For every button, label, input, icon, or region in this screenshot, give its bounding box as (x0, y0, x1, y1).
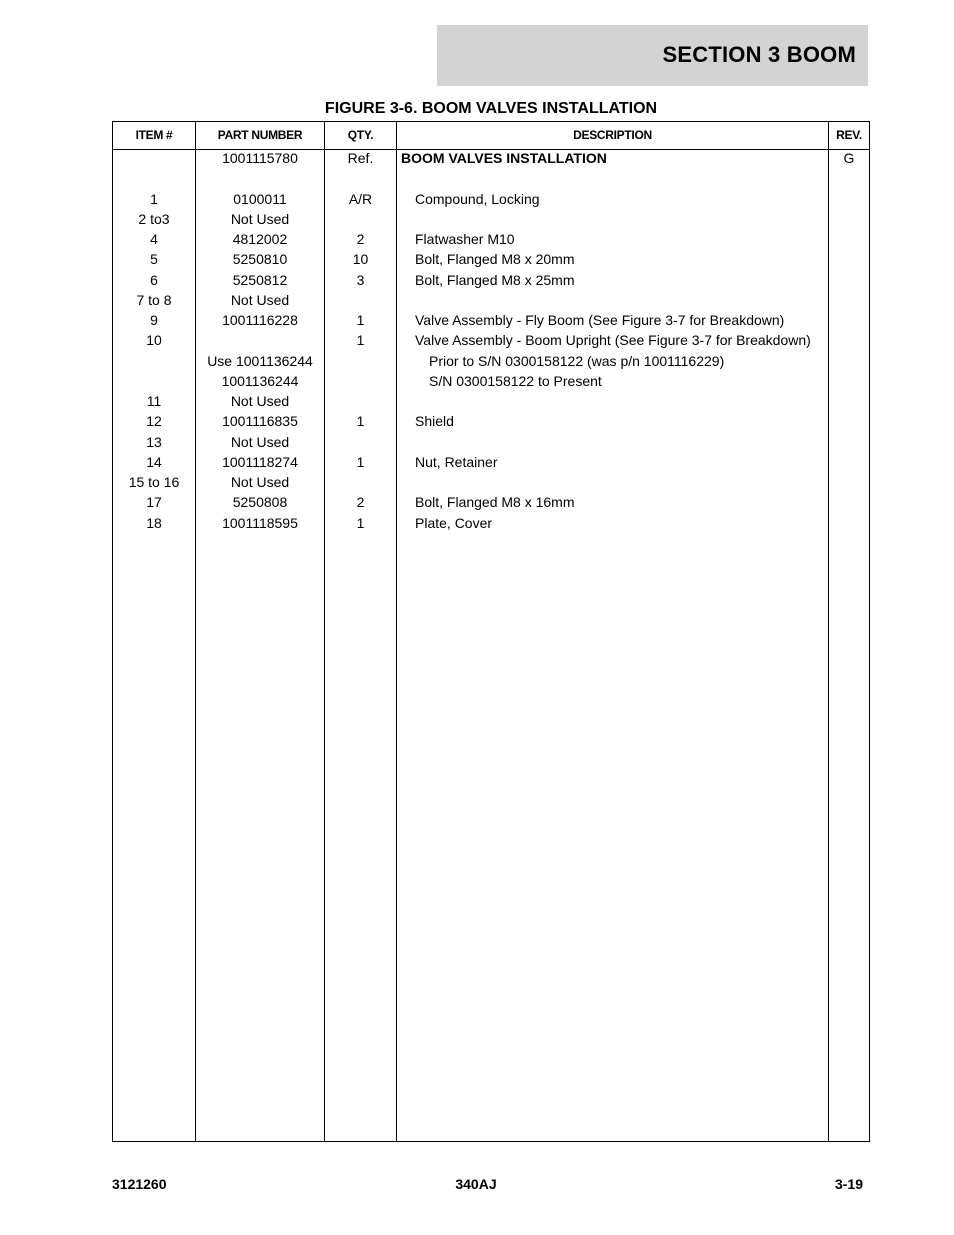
footer-page-number: 3-19 (834, 1176, 863, 1192)
rev-cell (829, 209, 869, 229)
description-cell: Compound, Locking (415, 190, 540, 207)
table-row (113, 452, 869, 472)
rev-cell (829, 452, 869, 472)
item-number-cell: 2 to3 (138, 210, 170, 227)
table-row (113, 290, 869, 310)
part-number-cell: 5250808 (232, 494, 288, 511)
item-number-cell: 10 (146, 332, 162, 349)
part-number-cell: Not Used (230, 393, 290, 409)
column-header-part-number: PART NUMBER (217, 128, 303, 142)
rev-cell (829, 270, 869, 290)
figure-title: FIGURE 3-6. BOOM VALVES INSTALLATION (324, 100, 658, 117)
description-cell: Bolt, Flanged M8 x 20mm (415, 251, 575, 268)
part-number-cell: Use 1001136244 (207, 352, 313, 369)
table-row (113, 310, 869, 330)
qty-cell (325, 209, 396, 229)
item-number-cell (113, 351, 195, 371)
qty-cell: 2 (356, 494, 365, 511)
table-row (113, 371, 869, 391)
item-number-cell: 14 (146, 453, 162, 470)
column-header-rev: REV. (836, 128, 862, 142)
rev-cell (829, 351, 869, 371)
table-row (113, 432, 869, 452)
qty-cell: 1 (356, 413, 365, 430)
rev-cell (829, 330, 869, 350)
description-cell: Bolt, Flanged M8 x 25mm (415, 271, 575, 288)
description-cell: Nut, Retainer (415, 453, 498, 470)
table-row (113, 472, 869, 492)
rev-cell (829, 391, 869, 411)
description-cell (401, 168, 825, 188)
section-title: SECTION 3 BOOM (662, 42, 856, 67)
description-cell: BOOM VALVES INSTALLATION (401, 150, 607, 166)
table-row (113, 513, 869, 533)
qty-cell: 1 (356, 514, 365, 531)
qty-cell (325, 432, 396, 452)
qty-cell (325, 168, 396, 188)
qty-cell (325, 290, 396, 310)
part-number-cell: 1001118274 (222, 453, 298, 470)
description-cell: Plate, Cover (415, 514, 493, 531)
item-number-cell: 5 (150, 251, 158, 268)
column-header-description: DESCRIPTION (573, 128, 652, 142)
rev-cell (829, 168, 869, 188)
item-number-cell: 12 (146, 413, 162, 430)
description-cell (401, 432, 839, 452)
table-row (113, 351, 869, 371)
part-number-cell: 1001116835 (222, 413, 298, 430)
item-number-cell: 18 (146, 514, 162, 531)
item-number-cell: 6 (150, 271, 158, 288)
part-number-cell: 5250810 (232, 251, 288, 268)
qty-cell: 3 (356, 271, 365, 288)
description-cell: Bolt, Flanged M8 x 16mm (415, 494, 575, 511)
part-number-cell: 1001116228 (222, 312, 298, 328)
part-number-cell: Not Used (230, 433, 290, 450)
table-row (113, 492, 869, 512)
description-cell (401, 391, 839, 411)
item-number-cell: 9 (150, 312, 158, 328)
part-number-cell: 1001118595 (222, 514, 298, 531)
description-cell: Prior to S/N 0300158122 (was p/n 1001116229) (429, 352, 725, 369)
table-row (113, 209, 869, 229)
item-number-cell: 15 to 16 (128, 474, 180, 490)
part-number-cell (196, 168, 324, 188)
footer-document-number: 3121260 (112, 1176, 167, 1192)
part-number-cell: Not Used (230, 291, 290, 308)
part-number-cell: Not Used (230, 474, 290, 490)
item-number-cell (113, 371, 195, 391)
part-number-cell: Not Used (230, 210, 290, 227)
item-number-cell: 7 to 8 (136, 291, 172, 308)
description-cell (401, 290, 839, 310)
table-row (113, 391, 869, 411)
rev-cell (829, 229, 869, 249)
qty-cell: 1 (356, 332, 365, 349)
item-number-cell: 17 (146, 494, 162, 511)
section-banner (437, 25, 868, 86)
rev-cell (829, 492, 869, 512)
part-number-cell (196, 330, 324, 350)
table-row (113, 168, 869, 188)
rev-cell (829, 513, 869, 533)
item-number-cell: 1 (150, 190, 158, 207)
qty-cell: 1 (356, 312, 365, 328)
table-row (113, 249, 869, 269)
table-row (113, 189, 869, 209)
rev-cell (829, 472, 869, 492)
item-number-cell: 4 (150, 231, 158, 247)
part-number-cell: 5250812 (232, 271, 288, 288)
table-row (113, 270, 869, 290)
qty-cell: 10 (352, 251, 369, 268)
description-cell: Flatwasher M10 (415, 231, 515, 247)
description-cell: Valve Assembly - Boom Upright (See Figure 3-7 for Breakdown) (415, 332, 811, 349)
rev-cell: G (843, 150, 855, 166)
qty-cell (325, 351, 396, 371)
part-number-cell: 1001136244 (221, 372, 299, 389)
description-cell: Valve Assembly - Fly Boom (See Figure 3-7 for Breakdown) (415, 312, 785, 328)
item-number-cell (113, 168, 195, 188)
description-cell (401, 472, 839, 492)
column-header-qty: QTY. (347, 128, 374, 142)
table-row (113, 229, 869, 249)
qty-cell (325, 371, 396, 391)
description-cell: Shield (415, 413, 454, 430)
part-number-cell: 0100011 (233, 190, 287, 207)
item-number-cell: 13 (146, 433, 162, 450)
rev-cell (829, 310, 869, 330)
rev-cell (829, 371, 869, 391)
qty-cell: 2 (356, 231, 365, 247)
rev-cell (829, 189, 869, 209)
qty-cell (325, 472, 396, 492)
footer-model: 340AJ (455, 1176, 497, 1192)
rev-cell (829, 290, 869, 310)
item-number-cell: 11 (146, 393, 162, 409)
description-cell (401, 209, 839, 229)
description-cell: S/N 0300158122 to Present (429, 372, 602, 389)
table-row (113, 148, 869, 168)
qty-cell: A/R (348, 190, 373, 207)
rev-cell (829, 432, 869, 452)
qty-cell: Ref. (347, 150, 374, 166)
rev-cell (829, 411, 869, 431)
parts-table (112, 121, 870, 1142)
table-row (113, 330, 869, 350)
rev-cell (829, 249, 869, 269)
item-number-cell (113, 148, 195, 168)
qty-cell: 1 (356, 453, 365, 470)
qty-cell (325, 391, 396, 411)
column-header-item: ITEM # (135, 128, 173, 142)
part-number-cell: 4812002 (232, 231, 288, 247)
table-row (113, 411, 869, 431)
part-number-cell: 1001115780 (222, 150, 298, 166)
